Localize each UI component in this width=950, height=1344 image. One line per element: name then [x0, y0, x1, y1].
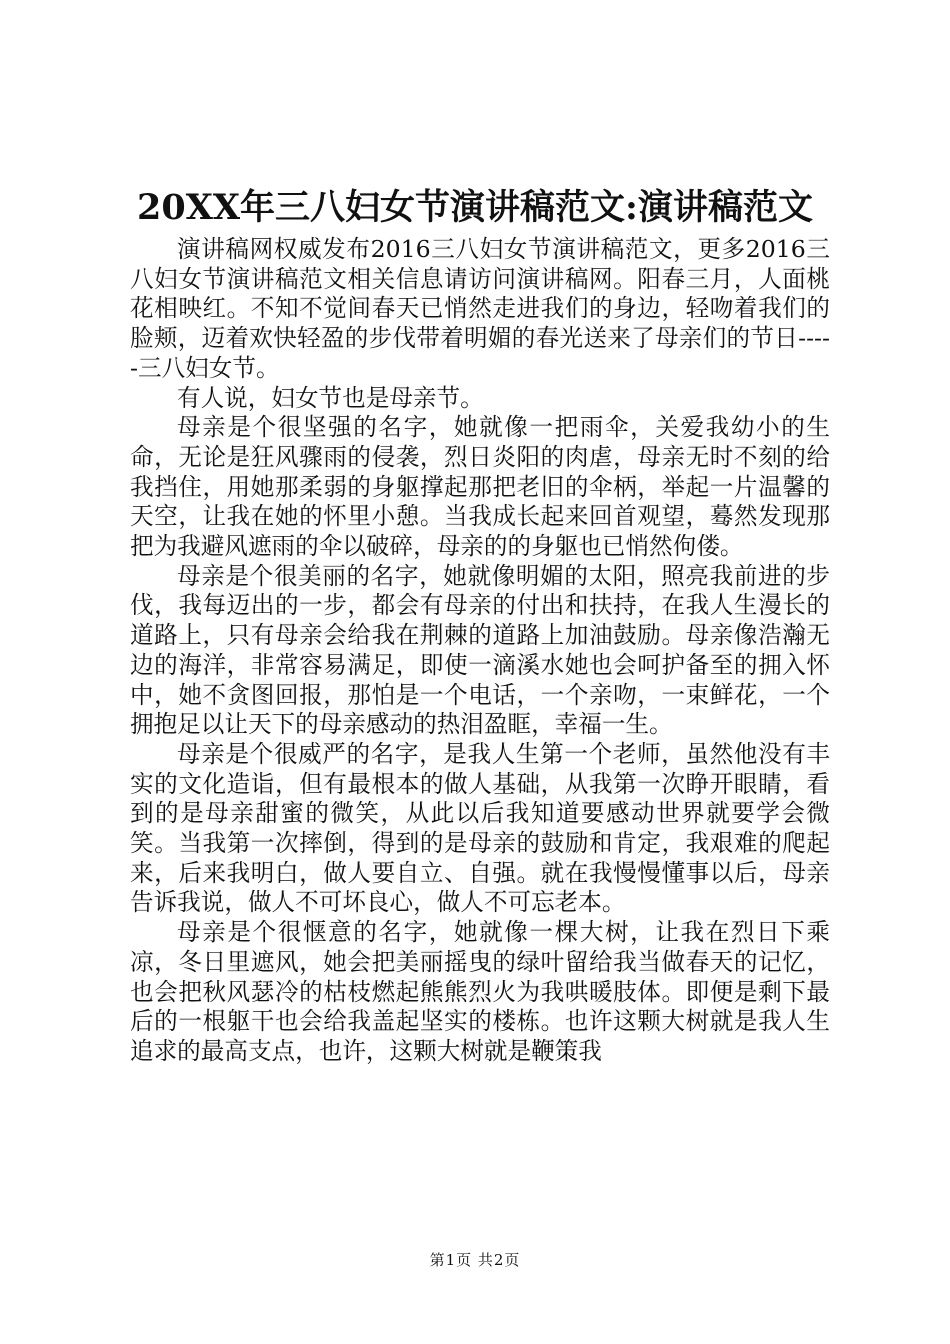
paragraph-2: 有人说，妇女节也是母亲节。: [177, 383, 484, 412]
document-body: [130, 235, 830, 1067]
paragraph-5: 母亲是个很威严的名字，是我人生第一个老师，虽然他没有丰实的文化造诣，但有最根本的做人基础，从我第一次睁开眼睛，看到的是母亲甜蜜的微笑，从此以后我知道要感动世界就要学会微笑。当我第一次摔倒，得到的是母亲的鼓励和肯定，我艰难的爬起来，后来我明白，做人要自立、自强。就在我慢慢懂事以后，母亲告诉我说，做人不可坏良心，做人不可忘老本。: [130, 739, 830, 917]
paragraph-4: 母亲是个很美丽的名字，她就像明媚的太阳，照亮我前进的步伐，我每迈出的一步，都会有母亲的付出和扶持，在我人生漫长的道路上，只有母亲会给我在荆棘的道路上加油鼓励。母亲像浩瀚无边的海洋，非常容易满足，即使一滴溪水她也会呵护备至的拥入怀中，她不贪图回报，那怕是一个电话，一个亲吻，一束鲜花，一个拥抱足以让天下的母亲感动的热泪盈眶，幸福一生。: [130, 561, 830, 739]
paragraph-6: 母亲是个很惬意的名字，她就像一棵大树，让我在烈日下乘凉，冬日里遮风，她会把美丽摇曳的绿叶留给我当做春天的记忆，也会把秋风瑟冷的枯枝燃起熊熊烈火为我哄暖肢体。即便是剩下最后的一根躯干也会给我盖起坚实的楼栋。也许这颗大树就是我人生追求的最高支点，也许，这颗大树就是鞭策我: [130, 918, 830, 1065]
paragraph-1: 演讲稿网权威发布2016三八妇女节演讲稿范文，更多2016三八妇女节演讲稿范文相关信息请访问演讲稿网。阳春三月，人面桃花相映红。不知不觉间春天已悄然走进我们的身边，轻吻着我们的脸颊，迈着欢快轻盈的步伐带着明媚的春光送来了母亲们的节日-----三八妇女节。: [130, 235, 830, 382]
page-number-footer: 第1页 共2页: [429, 1251, 521, 1269]
document-title: 20XX年三八妇女节演讲稿范文:演讲稿范文: [137, 187, 813, 228]
paragraph-3: 母亲是个很坚强的名字，她就像一把雨伞，关爱我幼小的生命，无论是狂风骤雨的侵袭，烈日炎阳的肉虐，母亲无时不刻的给我挡住，用她那柔弱的身躯撑起那把老旧的伞柄，举起一片温馨的天空，让我在她的怀里小憩。当我成长起来回首观望，蓦然发现那把为我避风遮雨的伞以破碎，母亲的的身躯也已悄然佝偻。: [130, 413, 830, 561]
